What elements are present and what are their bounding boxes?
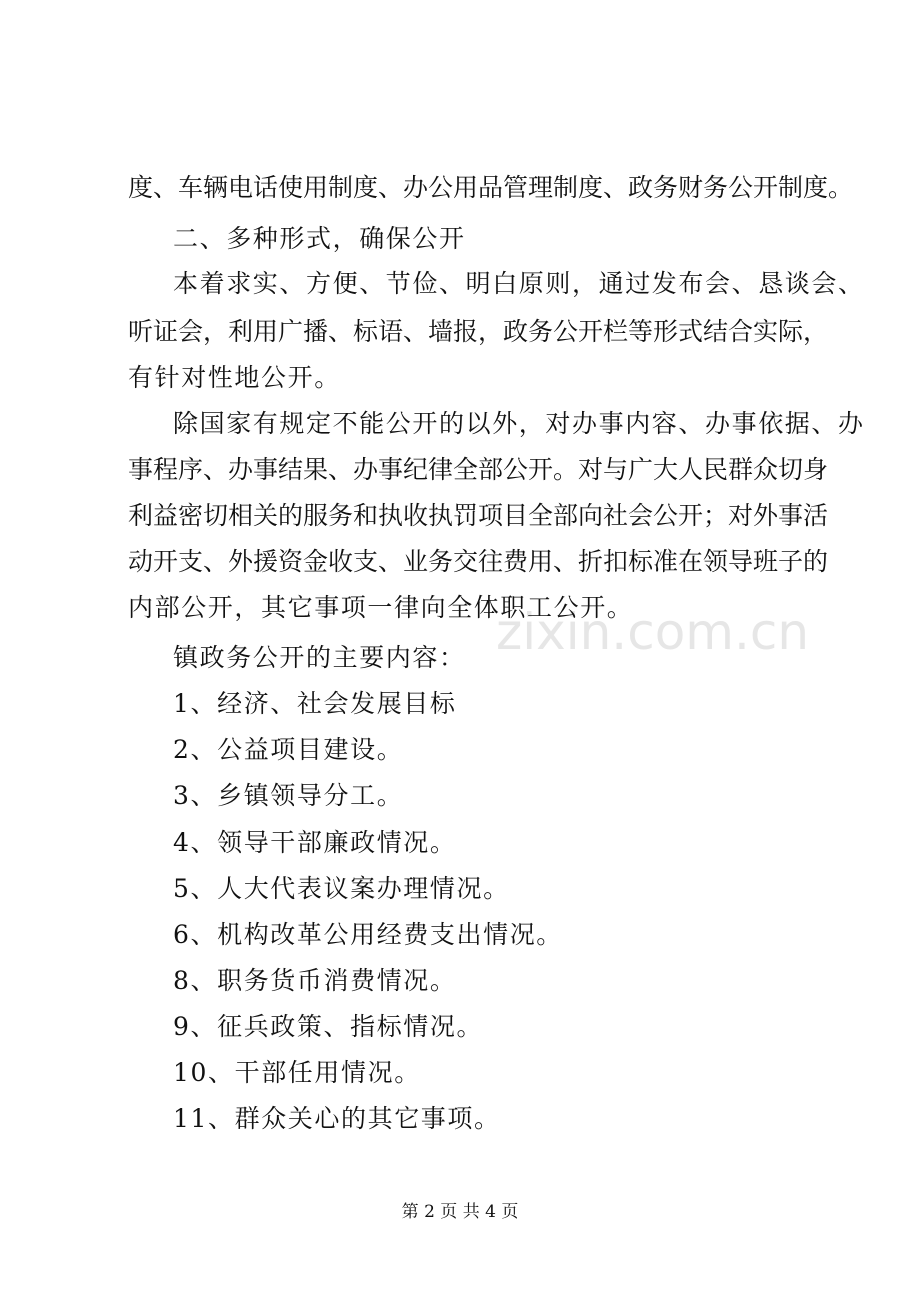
- list-item: 3、乡镇领导分工。: [173, 781, 404, 810]
- paragraph-line: 利益密切相关的服务和执收执罚项目全部向社会公开；对外事活: [128, 501, 829, 530]
- paragraph-line: 有针对性地公开。: [128, 363, 341, 392]
- paragraph-line: 内部公开，其它事项一律向全体职工公开。: [128, 593, 634, 622]
- paragraph-line: 动开支、外援资金收支、业务交往费用、折扣标准在领导班子的: [128, 547, 829, 576]
- list-item: 11、群众关心的其它事项。: [173, 1104, 501, 1133]
- list-item: 6、机构改革公用经费支出情况。: [173, 920, 563, 949]
- list-item: 8、职务货币消费情况。: [173, 966, 457, 995]
- list-item: 5、人大代表议案办理情况。: [173, 874, 510, 903]
- list-item: 10、干部任用情况。: [173, 1058, 421, 1087]
- list-item: 2、公益项目建设。: [173, 735, 404, 764]
- paragraph-line: 听证会，利用广播、标语、墙报，政务公开栏等形式结合实际，: [128, 317, 829, 346]
- paragraph-line: 事程序、办事结果、办事纪律全部公开。对与广大人民群众切身: [128, 455, 829, 484]
- list-heading: 镇政务公开的主要内容：: [173, 643, 466, 672]
- paragraph-line: 度、车辆电话使用制度、办公用品管理制度、政务财务公开制度。: [128, 173, 854, 202]
- paragraph-line: 本着求实、方便、节俭、明白原则，通过发布会、恳谈会、: [173, 269, 865, 298]
- page-footer: 第 2 页 共 4 页: [401, 1202, 519, 1222]
- list-item: 9、征兵政策、指标情况。: [173, 1012, 484, 1041]
- list-item: 4、领导干部廉政情况。: [173, 828, 457, 857]
- paragraph-line: 除国家有规定不能公开的以外，对办事内容、办事依据、办: [173, 409, 865, 438]
- watermark: zixin.com.cn: [496, 603, 810, 661]
- section-heading: 二、多种形式，确保公开: [173, 224, 466, 253]
- list-item: 1、经济、社会发展目标: [173, 689, 457, 718]
